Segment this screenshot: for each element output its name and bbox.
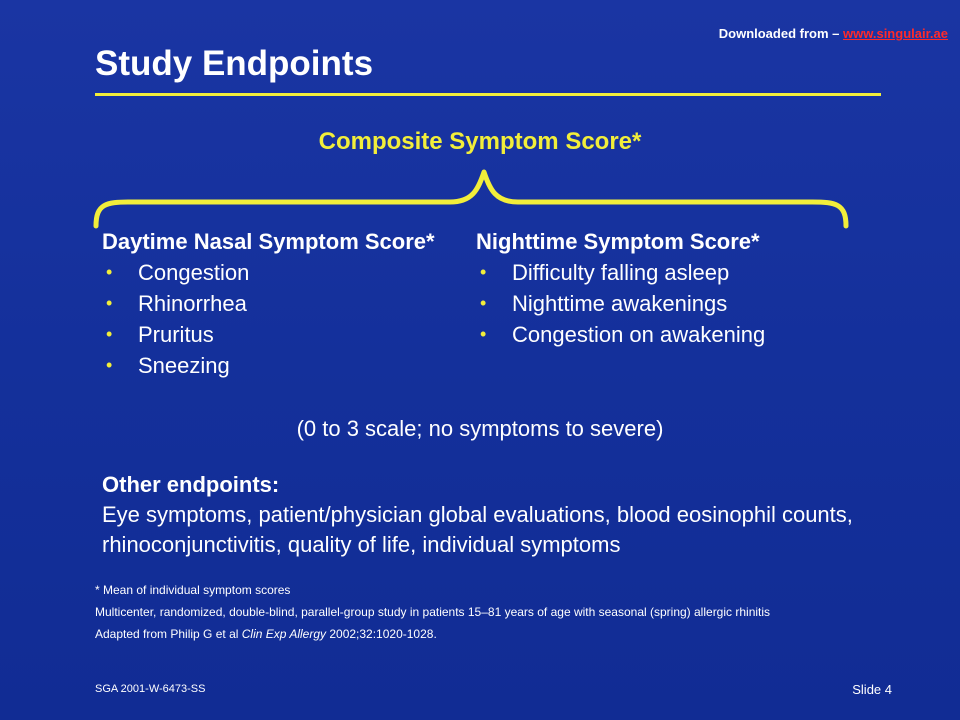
scale-note: (0 to 3 scale; no symptoms to severe) (296, 416, 664, 441)
bullet-icon: • (106, 293, 113, 313)
list-item: • Sneezing (102, 350, 442, 381)
download-prefix: Downloaded from – (718, 26, 840, 41)
list-item: • Nighttime awakenings (476, 288, 896, 319)
citation: Adapted from Philip G et al Clin Exp Allergy 2002;32:1020-1028. (95, 627, 437, 641)
bullet-icon: • (480, 324, 487, 344)
daytime-column (102, 226, 442, 381)
daytime-list (102, 257, 442, 381)
nighttime-column (476, 226, 896, 350)
list-item: • Congestion (102, 257, 442, 288)
slide-number: Slide 4 (852, 682, 892, 697)
list-item: • Pruritus (102, 319, 442, 350)
document-code: SGA 2001-W-6473-SS (95, 683, 206, 695)
daytime-heading: Daytime Nasal Symptom Score* (102, 229, 435, 254)
singulair-link[interactable]: www.singulair.ae (843, 26, 948, 41)
bullet-icon: • (106, 262, 113, 282)
bullet-icon: • (106, 355, 113, 375)
download-source (719, 26, 948, 41)
other-endpoints (102, 470, 942, 560)
list-item: • Rhinorrhea (102, 288, 442, 319)
slide-title: Study Endpoints (95, 44, 374, 83)
list-item: • Difficulty falling asleep (476, 257, 896, 288)
bullet-icon: • (480, 293, 487, 313)
footnotes (95, 582, 835, 648)
bullet-icon: • (480, 262, 487, 282)
other-endpoints-text: Eye symptoms, patient/physician global evaluations, blood eosinophil counts, rhinoconjunctivitis, quality of life, individual symptoms (102, 502, 853, 557)
design-footnote: Multicenter, randomized, double-blind, parallel-group study in patients 15–81 years of age with seasonal (spring) allergic rhinitis (95, 605, 771, 619)
grouping-brace (90, 168, 852, 230)
composite-score-heading: Composite Symptom Score* (318, 128, 642, 155)
bullet-icon: • (106, 324, 113, 344)
nighttime-heading: Nighttime Symptom Score* (476, 229, 760, 254)
title-underline (95, 93, 881, 96)
other-endpoints-heading: Other endpoints: (102, 472, 280, 497)
nighttime-list (476, 257, 896, 350)
list-item: • Congestion on awakening (476, 319, 896, 350)
mean-footnote: * Mean of individual symptom scores (95, 583, 291, 597)
journal-name: Clin Exp Allergy (241, 627, 327, 641)
